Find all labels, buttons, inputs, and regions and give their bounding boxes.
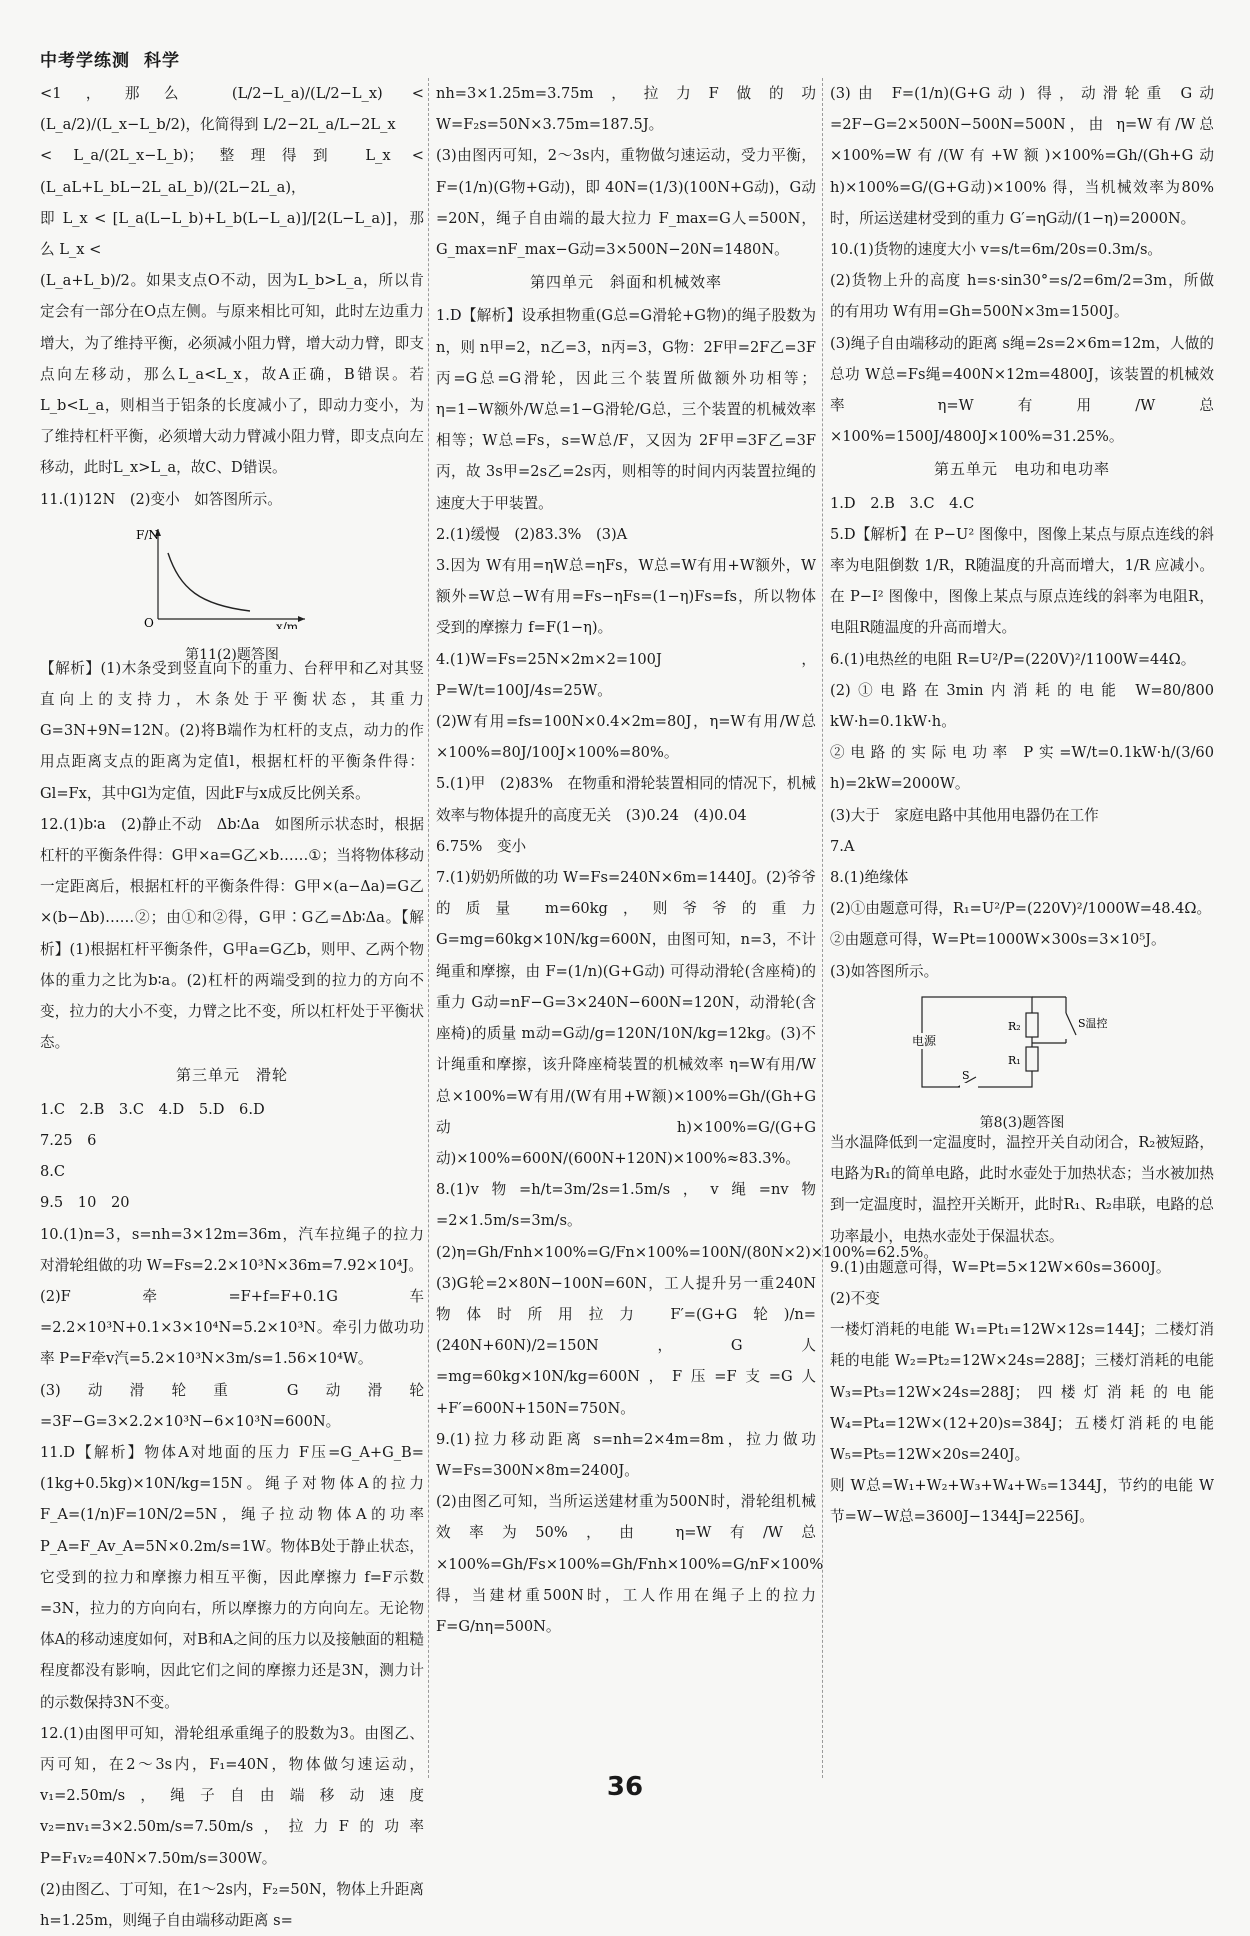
power-source-label: 电源	[912, 1033, 937, 1048]
answer-text: (3)绳子自由端移动的距离 s绳=2s=2×6m=12m，人做的总功 W总=Fs绳=400N×12m=4800J，该装置的机械效率 η=W有用/W总×100%=1500J/4800J×100%=31.25%。	[830, 334, 1214, 446]
switch-gap	[960, 1083, 978, 1091]
answer-text: nh=3×1.25m=3.75m，拉力F做的功 W=F₂s=50N×3.75m=187.5J。	[436, 85, 816, 134]
book-title: 中考学练测	[40, 51, 130, 71]
answer-text: 5.(1)甲 (2)83% 在物重和滑轮装置相同的情况下，机械效率与物体提升的高度无关 (3)0.24 (4)0.04	[436, 775, 816, 824]
answer-text: (3)G轮=2×80N−100N=60N，工人提升另一重240N物体时所用拉力 F′=(G+G轮)/n=(240N+60N)/2=150N，G人=mg=60kg×10N/kg=600N，F压=F支=G人+F′=600N+150N=750N。	[436, 1274, 816, 1417]
answer-text: 1.D 2.B 3.C 4.C	[830, 494, 975, 512]
answer-text: <1，那么 (L/2−L_a)/(L/2−L_x) < (L_a/2)/(L_x−L_b/2)，化简得到 L/2−2L_a/L−2L_x	[40, 85, 424, 134]
figure-caption: 第11(2)题答图	[185, 647, 279, 664]
column-left	[40, 78, 424, 1936]
answer-text: 【解析】(1)木条受到竖直向下的重力、台秤甲和乙对其竖直向上的支持力，木条处于平衡状态，其重力G=3N+9N=12N。(2)将B端作为杠杆的支点，动力的作用点距离支点的距离为定值l，根据杠杆的平衡条件得：Gl=Fx，其中Gl为定值，因此F与x成反比例关系。	[40, 659, 424, 802]
r1-label: R₁	[1008, 1053, 1021, 1067]
unit-title: 第四单元 斜面和机械效率	[529, 273, 722, 292]
answer-text: (3)由图丙可知，2～3s内，重物做匀速运动，受力平衡，F=(1/n)(G物+G动)，即 40N=(1/3)(100N+G动)，G动=20N，绳子自由端的最大拉力 F_max=G人=500N，G_max=nF_max−G动=3×500N−20N=1480N。	[436, 147, 816, 259]
answer-text: < L_a/(2L_x−L_b)；整理得到 L_x < (L_aL+L_bL−2L_aL_b)/(2L−2L_a)，	[40, 147, 424, 196]
answer-text: 即 L_x < [L_a(L−L_b)+L_b(L−L_a)]/[2(L−L_a)]，那么 L_x <	[40, 209, 424, 259]
answer-text: (2)①电路在3min内消耗的电能 W=80/800 kW·h=0.1kW·h。	[830, 681, 1214, 731]
answer-text: 8.(1)v物=h/t=3m/2s=1.5m/s，v绳=nv物=2×1.5m/s=3m/s。	[436, 1181, 816, 1230]
answer-text: 9.(1)拉力移动距离 s=nh=2×4m=8m，拉力做功 W=Fs=300N×8m=2400J。	[436, 1430, 816, 1479]
answer-text: ②电路的实际电功率 P实=W/t=0.1kW·h/(3/60 h)=2kW=2000W。	[830, 744, 1214, 793]
answer-text: 6.(1)电热丝的电阻 R=U²/P=(220V)²/1100W=44Ω。	[830, 650, 1196, 668]
answer-text: ②由题意可得，W=Pt=1000W×300s=3×10⁵J。	[830, 931, 1166, 949]
answer-text: (2)F牵=F+f=F+0.1G车=2.2×10³N+0.1×3×10⁴N=5.2×10³N。牵引力做功功率 P=F牵v汽=5.2×10³N×3m/s=1.56×10⁴W。	[40, 1287, 424, 1368]
answer-text: 12.(1)b∶a (2)静止不动 Δb∶Δa 如图所示状态时，根据杠杆的平衡条件得：G甲×a=G乙×b……①；当将物体移动一定距离后，根据杠杆的平衡条件得：G甲×(a−Δa)=G乙×(b−Δb)……②；由①和②得，G甲∶G乙=Δb∶Δa。【解析】(1)根据杠杆平衡条件，G甲a=G乙b，则甲、乙两个物体的重力之比为b∶a。(2)杠杆的两端受到的拉力的方向不变，拉力的大小不变，力臂之比不变，所以杠杆处于平衡状态。	[40, 815, 424, 1052]
answer-text: (L_a+L_b)/2。如果支点O不动，因为L_b>L_a，所以肯定会有一部分在O点左侧。与原来相比可知，此时左边重力增大，为了维持平衡，必须减小阻力臂，增大动力臂，即支点向左移动，那么L_a<L_x，故A正确，B错误。若L_b<L_a，则相当于铝条的长度减小了，即动力变小，为了维持杠杆平衡，必须增大动力臂减小阻力臂，即支点向左移动，此时L_x>L_a，故C、D错误。	[40, 272, 424, 477]
answer-text: 7.(1)奶奶所做的功 W=Fs=240N×6m=1440J。(2)爷爷的质量 m=60kg，则爷爷的重力 G=mg=60kg×10N/kg=600N，由图可知，n=3，不计绳重和摩擦，由 F=(1/n)(G+G动) 可得动滑轮(含座椅)的重力 G动=nF−G=3×240N−600N=120N，动滑轮(含座椅)的质量 m动=G动/g=120N/10N/kg=12kg。(3)不计绳重和摩擦，该升降座椅装置的机械效率 η=W有用/W总×100%=W有用/(W有用+W额)×100%=Gh/(Gh+G动h)×100%=G/(G+G动)×100%=600N/(600N+120N)×100%≈83.3%。	[436, 869, 816, 1167]
answer-text: 10.(1)货物的速度大小 v=s/t=6m/20s=0.3m/s。	[830, 241, 1163, 259]
answer-text: 9.5 10 20	[40, 1194, 130, 1212]
answer-text: 当水温降低到一定温度时，温控开关自动闭合，R₂被短路，电路为R₁的简单电路，此时水壶处于加热状态；当水被加热到一定温度时，温控开关断开，此时R₁、R₂串联，电路的总功率最小，电热水壶处于保温状态。	[830, 1133, 1214, 1245]
answer-text: 7.A	[830, 837, 855, 855]
y-axis-label: F/N	[136, 527, 159, 542]
answer-text: 6.75% 变小	[436, 837, 527, 855]
answer-text: 4.(1)W=Fs=25N×2m×2=100J，P=W/t=100J/4s=25W。	[436, 650, 816, 699]
answer-text: 1.D【解析】设承担物重(G总=G滑轮+G物)的绳子股数为n，则 n甲=2，n乙=3，n丙=3，G物：2F甲=2F乙=3F丙=G总=G滑轮，因此三个装置所做额外功相等；η=1−W额外/W总=1−G滑轮/G总，三个装置的机械效率相等；W总=Fs，s=W总/F，又因为 2F甲=3F乙=3F丙，故 3s甲=2s乙=2s丙，则相等的时间内丙装置拉绳的速度大于甲装置。	[436, 307, 816, 512]
origin-label: O	[144, 615, 154, 629]
unit-title: 第五单元 电功和电功率	[933, 460, 1110, 479]
answer-text: (3)由 F=(1/n)(G+G动) 得，动滑轮重 G动=2F−G=2×500N−500N=500N，由 η=W有/W总×100%=W有/(W有+W额)×100%=Gh/(Gh+G动h)×100%=G/(G+G动)×100% 得，当机械效率为80%时，所运送建材受到的重力 G′=ηG动/(1−η)=2000N。	[830, 85, 1214, 227]
answer-text: 7.25 6	[40, 1131, 97, 1149]
inverse-curve	[168, 553, 250, 611]
answer-text: 12.(1)由图甲可知，滑轮组承重绳子的股数为3。由图乙、丙可知，在2～3s内，F₁=40N，物体做匀速运动，v₁=2.50m/s，绳子自由端移动速度 v₂=nv₁=3×2.50m/s=7.50m/s，拉力F的功率 P=F₁v₂=40N×7.50m/s=300W。	[40, 1724, 424, 1867]
x-axis-arrow	[298, 616, 305, 622]
unit-title: 第三单元 滑轮	[175, 1066, 288, 1085]
resistor-r1	[1026, 1047, 1038, 1071]
answer-text: 10.(1)n=3，s=nh=3×12m=36m，汽车拉绳子的拉力对滑轮组做的功 W=Fs=2.2×10³N×36m=7.92×10⁴J。	[40, 1225, 424, 1274]
answer-text: (2)货物上升的高度 h=s·sin30°=s/2=6m/2=3m，所做的有用功 W有用=Gh=500N×3m=1500J。	[830, 272, 1214, 321]
answer-text: 11.(1)12N (2)变小 如答图所示。	[40, 490, 282, 508]
page-number: 36	[606, 1772, 644, 1802]
answer-text: (2)①由题意可得，R₁=U²/P=(220V)²/1000W=48.4Ω。	[830, 900, 1212, 918]
resistor-r2	[1026, 1013, 1038, 1037]
answer-text: 8.(1)绝缘体	[830, 869, 909, 887]
answer-text: 3.因为 W有用=ηW总=ηFs，W总=W有用+W额外，W额外=W总−W有用=Fs−ηFs=(1−η)Fs=fs，所以物体受到的摩擦力 f=F(1−η)。	[436, 557, 816, 637]
answer-text: (3)大于 家庭电路中其他用电器仍在工作	[830, 806, 1099, 824]
column-right	[830, 78, 1214, 1533]
figure-11	[40, 519, 424, 664]
answer-text: 2.(1)缓慢 (2)83.3% (3)A	[436, 525, 628, 543]
answer-text: 11.D【解析】物体A对地面的压力 F压=G_A+G_B=(1kg+0.5kg)×10N/kg=15N。绳子对物体A的拉力 F_A=(1/n)F=10N/2=5N，绳子拉动物体A的功率 P_A=F_Av_A=5N×0.2m/s=1W。物体B处于静止状态，它受到的拉力和摩擦力相互平衡，因此摩擦力 f=F示数=3N，拉力的方向向右，所以摩擦力的方向向左。无论物体A的移动速度如何，对B和A之间的压力以及接触面的粗糙程度都没有影响，因此它们之间的摩擦力还是3N，测力计的示数保持3N不变。	[40, 1443, 424, 1711]
thermostat-switch	[1066, 1013, 1076, 1035]
circuit-diagram	[830, 991, 1214, 1097]
answer-text: 则 W总=W₁+W₂+W₃+W₄+W₅=1344J，节约的电能 W节=W−W总=3600J−1344J=2256J。	[830, 1477, 1214, 1526]
thermostat-label: S温控	[1078, 1016, 1108, 1030]
column-divider	[822, 78, 823, 1778]
r2-label: R₂	[1008, 1019, 1021, 1033]
figure-8-circuit	[830, 991, 1214, 1132]
f-x-graph	[40, 519, 424, 629]
answer-text: (2)由图乙、丁可知，在1～2s内，F₂=50N，物体上升距离 h=1.25m，则绳子自由端移动距离 s=	[40, 1880, 424, 1929]
answer-text: (2)不变	[830, 1289, 880, 1307]
answer-text: 一楼灯消耗的电能 W₁=Pt₁=12W×12s=144J；二楼灯消耗的电能 W₂=Pt₂=12W×24s=288J；三楼灯消耗的电能 W₃=Pt₃=12W×24s=288J；四楼灯消耗的电能 W₄=Pt₄=12W×(12+20)s=384J；五楼灯消耗的电能 W₅=Pt₅=12W×20s=240J。	[830, 1321, 1214, 1463]
answer-text: (3)如答图所示。	[830, 962, 939, 980]
answer-text: 9.(1)由题意可得，W=Pt=5×12W×60s=3600J。	[830, 1258, 1171, 1276]
answer-text: 5.D【解析】在 P−U² 图像中，图像上某点与原点连线的斜率为电阻倒数 1/R，R随温度的升高而增大，1/R 应减小。在 P−I² 图像中，图像上某点与原点连线的斜率为电阻R，电阻R随温度的升高而增大。	[830, 525, 1214, 637]
column-divider	[428, 78, 429, 1778]
answer-text: 1.C 2.B 3.C 4.D 5.D 6.D	[40, 1100, 265, 1118]
subject-label: 科学	[144, 51, 180, 71]
answer-text: (2)W有用=fs=100N×0.4×2m=80J，η=W有用/W总×100%=80J/100J×100%=80%。	[436, 713, 816, 762]
running-header	[40, 46, 180, 71]
answer-text: (2)由图乙可知，当所运送建材重为500N时，滑轮组机械效率为50%，由 η=W有/W总×100%=Gh/Fs×100%=Gh/Fnh×100%=G/nF×100% 得，当建材重500N时，工人作用在绳子上的拉力 F=G/nη=500N。	[436, 1493, 824, 1635]
answer-text: (2)η=Gh/Fnh×100%=G/Fn×100%=100N/(80N×2)×100%=62.5%。	[436, 1243, 938, 1261]
answer-text: (3)动滑轮重 G动滑轮=3F−G=3×2.2×10³N−6×10³N=600N。	[40, 1381, 424, 1430]
switch-label: S	[962, 1068, 970, 1082]
answer-text: 8.C	[40, 1163, 66, 1181]
figure-caption: 第8(3)题答图	[979, 1115, 1065, 1132]
x-axis-label: x/m	[276, 619, 299, 629]
